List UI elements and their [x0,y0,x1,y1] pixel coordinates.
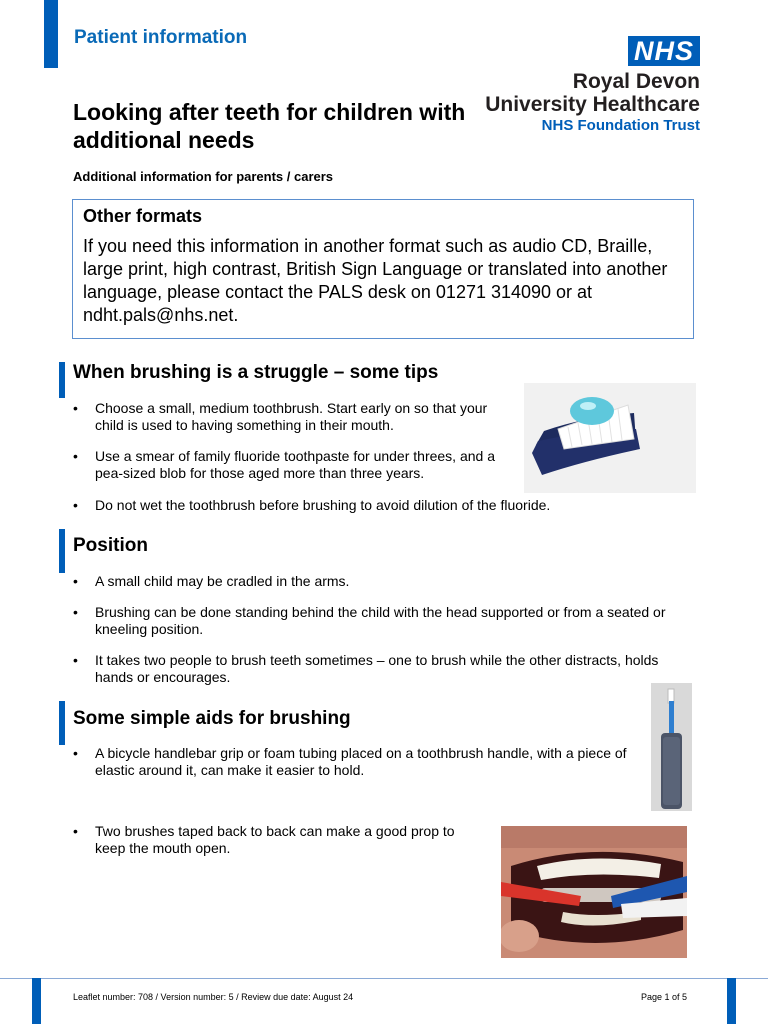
mouth-prop-photo [501,826,687,958]
section-heading-position: Position [73,535,148,556]
list-item: • Brushing can be done standing behind the child with the head supported or from a seated or kneeling position. [73,604,693,638]
other-formats-box [72,199,694,339]
page-number: Page 1 of 5 [641,992,688,1002]
handlebar-grip-photo [651,683,692,811]
list-item: • It takes two people to brush teeth sometimes – one to brush while the other distracts, holds hands or encourages. [73,652,693,686]
document-subtitle: Additional information for parents / carers [73,169,334,184]
org-name-line1: Royal Devon [572,70,700,93]
list-item: • Two brushes taped back to back can make a good prop to keep the mouth open. [73,823,483,857]
toothbrush-photo [524,383,696,493]
org-name-line2: University Healthcare [485,93,700,116]
section-accent-bar [59,529,65,573]
section-heading-brushing-struggle: When brushing is a struggle – some tips [73,362,439,383]
footer-accent-bar-left [32,978,41,1024]
section-heading-simple-aids: Some simple aids for brushing [73,708,351,729]
list-item: • A small child may be cradled in the arms. [73,573,693,590]
brushing-tips-list [73,400,505,496]
patient-information-label: Patient information [74,27,248,48]
position-list [73,573,693,686]
list-item: • A bicycle handlebar grip or foam tubing placed on a toothbrush handle, with a piece of elastic around it, can make it easier to hold. [73,745,633,779]
footer-accent-bar-right [727,978,736,1024]
section-accent-bar [59,701,65,745]
leaflet-info: Leaflet number: 708 / Version number: 5 / Review due date: August 24 [73,992,354,1002]
aids-list [73,745,633,779]
nhs-logo-mark: NHS [628,36,700,66]
list-item: • Use a smear of family fluoride toothpaste for under threes, and a pea-sized blob for those aged more than three years. [73,448,505,482]
list-item: • Do not wet the toothbrush before brushing to avoid dilution of the fluoride. [73,497,693,514]
aids-list-cont [73,823,483,857]
brushing-tips-list-cont [73,497,693,514]
header-accent-bar [44,0,58,68]
section-accent-bar [59,362,65,398]
trust-name: NHS Foundation Trust [541,117,700,134]
document-title: Looking after teeth for children with additional needs [73,99,466,153]
nhs-logo [462,36,700,135]
other-formats-body: If you need this information in another format such as audio CD, Braille, large print, high contrast, British Sign Language or translated into another language, please contact the PALS desk on 01271 314090 or at ndht.pals@nhs.net. [83,236,668,325]
other-formats-heading: Other formats [83,206,203,226]
list-item: • Choose a small, medium toothbrush. Start early on so that your child is used to having something in their mouth. [73,400,505,434]
footer-divider [0,978,768,979]
